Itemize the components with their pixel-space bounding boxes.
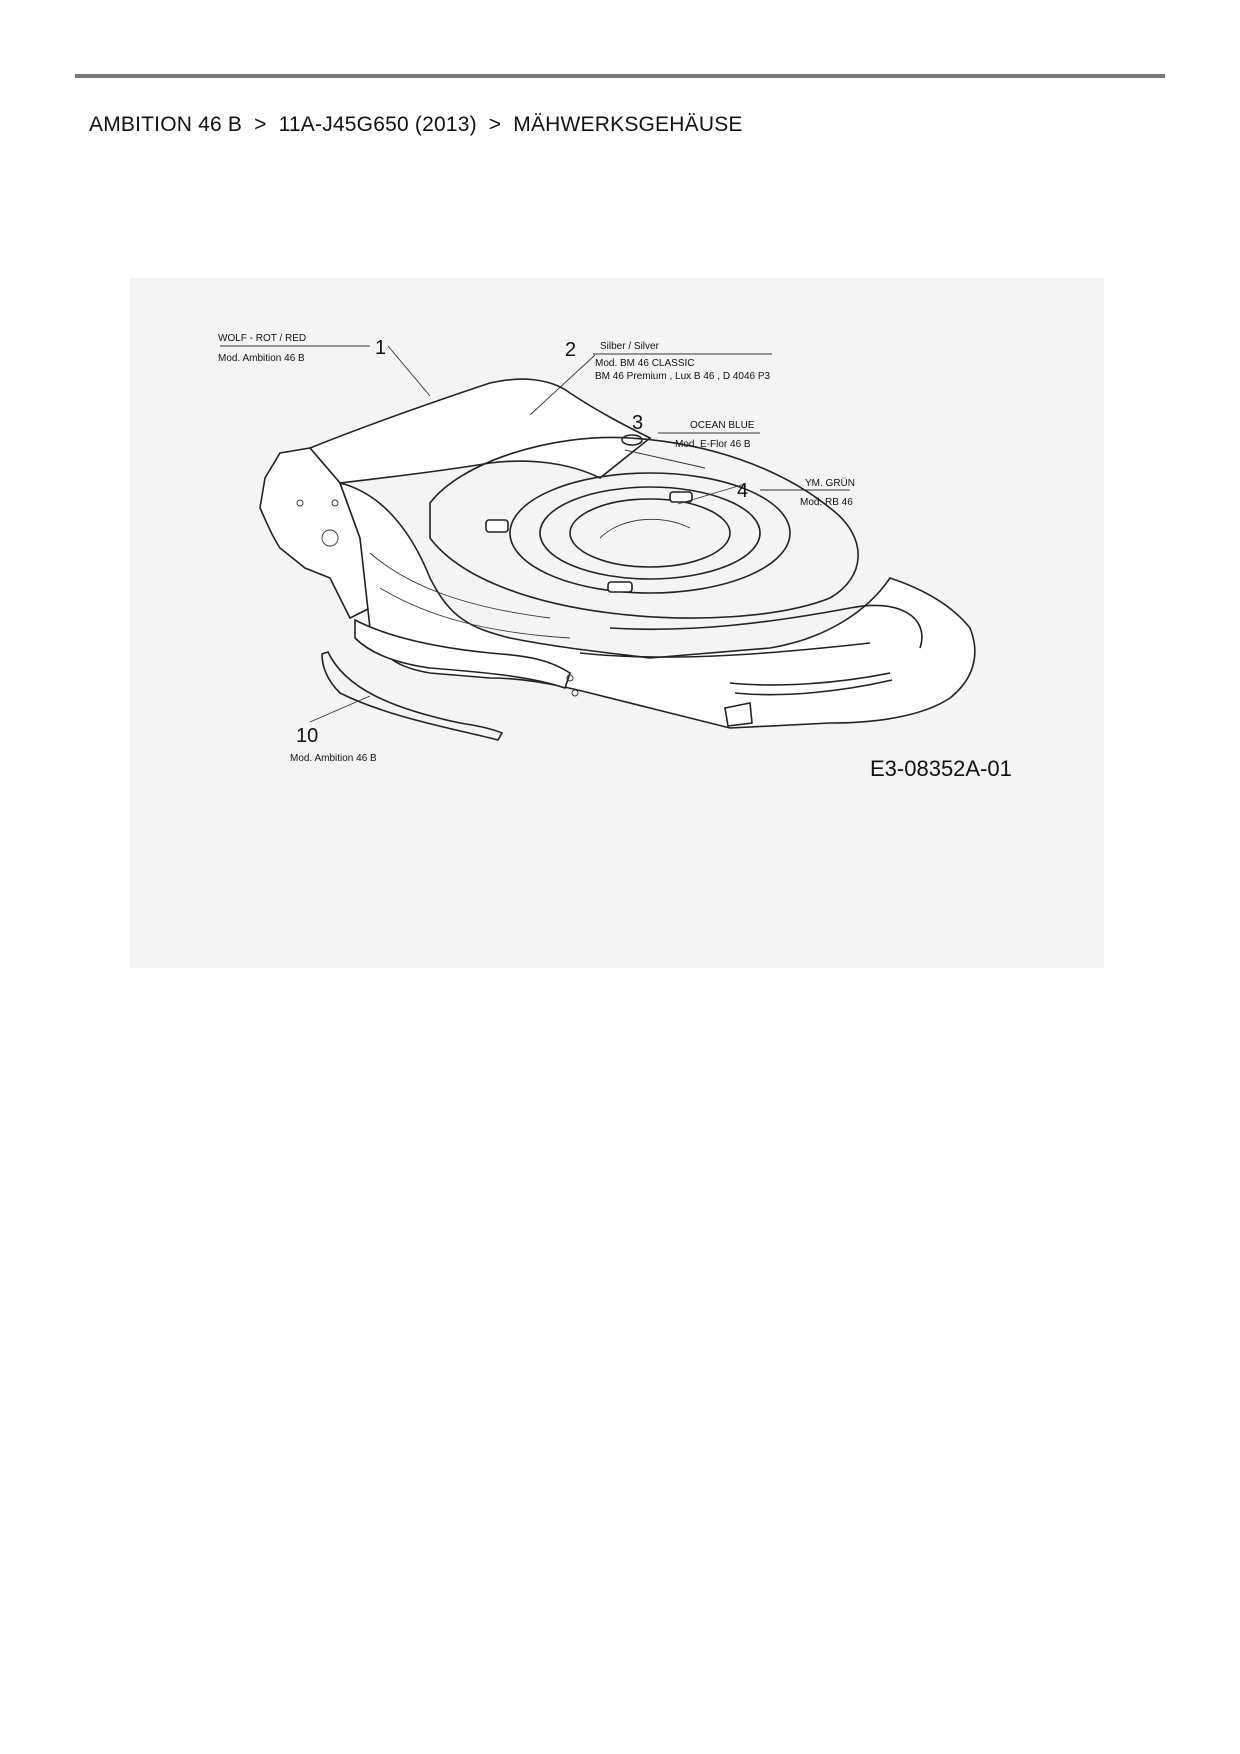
callout-1-color: WOLF - ROT / RED bbox=[218, 333, 307, 344]
top-rule bbox=[75, 74, 1165, 78]
callout-2-model: BM 46 Premium , Lux B 46 , D 4046 P3 bbox=[595, 371, 771, 382]
callout-2-color: Silber / Silver bbox=[600, 341, 659, 352]
callout-10-number[interactable]: 10 bbox=[296, 725, 319, 747]
callout-4-number[interactable]: 4 bbox=[737, 480, 749, 502]
mower-deck-housing bbox=[260, 379, 975, 728]
diagram-reference-code: E3-08352A-01 bbox=[870, 756, 1012, 781]
callout-3-model: Mod. E-Flor 46 B bbox=[675, 439, 751, 450]
callout-4-model: Mod. RB 46 bbox=[800, 497, 853, 508]
callout-1-model: Mod. Ambition 46 B bbox=[218, 353, 305, 364]
breadcrumb-part-number[interactable]: 11A-J45G650 (2013) bbox=[278, 113, 477, 136]
breadcrumb-separator: > bbox=[254, 113, 267, 136]
callout-10-model: Mod. Ambition 46 B bbox=[290, 753, 377, 764]
callout-1-number[interactable]: 1 bbox=[375, 337, 387, 359]
breadcrumb-section: MÄHWERKSGEHÄUSE bbox=[513, 113, 743, 136]
callout-3-number[interactable]: 3 bbox=[632, 412, 644, 434]
breadcrumb-model[interactable]: AMBITION 46 B bbox=[89, 113, 243, 136]
callout-2-number[interactable]: 2 bbox=[565, 339, 577, 361]
callout-2-model: Mod. BM 46 CLASSIC bbox=[595, 358, 695, 369]
callout-4-color: YM. GRÜN bbox=[805, 478, 855, 489]
callout-3-color: OCEAN BLUE bbox=[690, 420, 755, 431]
exploded-parts-diagram bbox=[130, 278, 1104, 968]
breadcrumb-separator: > bbox=[488, 113, 502, 136]
breadcrumb bbox=[89, 113, 743, 137]
